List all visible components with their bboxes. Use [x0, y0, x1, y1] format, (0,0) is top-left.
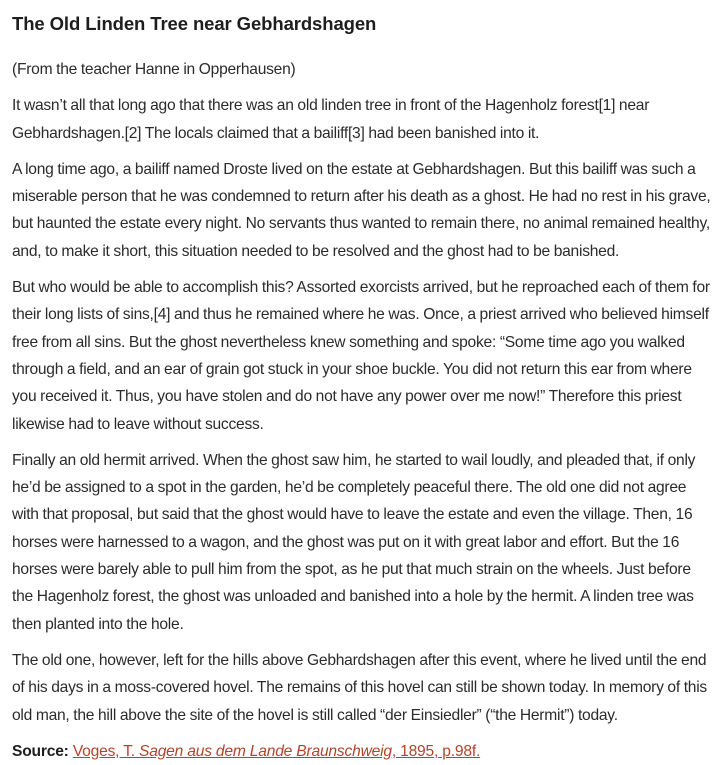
- source-link-details: , 1895, p.98f.: [391, 742, 481, 760]
- paragraph-5: The old one, however, left for the hills above Gebhardshagen after this event, where he lived until the end of his days in a moss-covered hovel. The remains of this hovel can still be shown today. In memory of this old man, the hill above the site of the hovel is still called “der Einsiedler” (“the Hermit”) today.: [12, 651, 707, 724]
- source-link-title: Sagen aus dem Lande Braunschweig: [139, 742, 392, 760]
- paragraph-2: A long time ago, a bailiff named Droste lived on the estate at Gebhardshagen. But this bailiff was such a miserable person that he was condemned to return after his death as a ghost. He had no rest in his grave, but haunted the estate every night. No servants thus wanted to remain there, no animal remained healthy, and, to make it short, this situation needed to be resolved and the ghost had to be banished.: [12, 160, 711, 260]
- paragraph-4: Finally an old hermit arrived. When the ghost saw him, he started to wail loudly, and pleaded that, if only he’d be assigned to a spot in the garden, he’d be completely peaceful there. The old one did not agree with that proposal, but said that the ghost would have to leave the estate and even the village. Then, 16 horses were harnessed to a wagon, and the ghost was put on it with great labor and effort. But the 16 horses were barely able to pull him from the spot, as he put that much strain on the wheels. Just before the Hagenholz forest, the ghost was unloaded and banished into a hole by the hermit. A linden tree was then planted into the hole.: [12, 451, 696, 633]
- source-label: Source:: [12, 742, 69, 760]
- source-citation: [12, 738, 712, 765]
- article-attribution: (From the teacher Hanne in Opperhausen): [12, 61, 296, 78]
- paragraph-3: But who would be able to accomplish this? Assorted exorcists arrived, but he reproached each of them for their long lists of sins,[4] and thus he remained where he was. Once, a priest arrived who believed himself free from all sins. But the ghost nevertheless knew something and spoke: “Some time ago you walked through a field, and an ear of grain got stuck in your shoe buckle. You did not return this ear from where you received it. Thus, you have stolen and do not have any power over me now!” Therefore this priest likewise had to leave without success.: [12, 279, 710, 433]
- source-link[interactable]: [73, 743, 480, 760]
- source-link-author: Voges, T.: [72, 742, 135, 760]
- article-title: The Old Linden Tree near Gebhardshagen: [12, 13, 377, 34]
- paragraph-1: It wasn’t all that long ago that there was an old linden tree in front of the Hagenholz forest[1] near Gebhardshagen.[2] The locals claimed that a bailiff[3] had been banished into it.: [12, 97, 650, 142]
